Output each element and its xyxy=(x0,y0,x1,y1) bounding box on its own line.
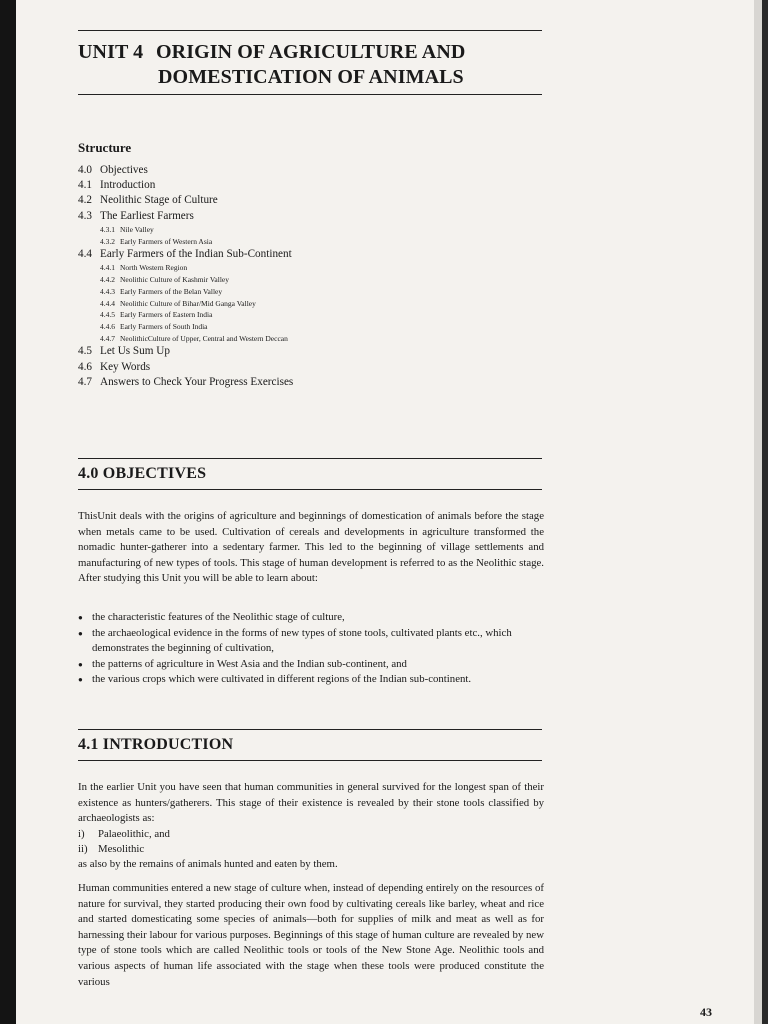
structure-item-label: Neolithic Culture of Kashmir Valley xyxy=(120,275,230,285)
structure-item-label: Early Farmers of South India xyxy=(120,321,208,331)
objective-bullet: ● the various crops which were cultivated in different regions of the Indian sub-continent. xyxy=(78,672,544,688)
structure-item xyxy=(78,262,548,274)
structure-item xyxy=(78,344,548,359)
structure-item-number: 4.5 xyxy=(78,345,92,358)
structure-item-number: 4.3.1 xyxy=(100,224,115,234)
objectives-top-rule xyxy=(78,458,542,459)
page-number: 43 xyxy=(700,1005,712,1019)
structure-item xyxy=(78,333,548,345)
objective-bullet: ● the characteristic features of the Neolithic stage of culture, xyxy=(78,610,544,626)
structure-item-number: 4.2 xyxy=(78,194,92,207)
introduction-para2 xyxy=(78,881,544,990)
structure-item xyxy=(78,193,548,208)
structure-list xyxy=(78,163,548,390)
introduction-para1-text: In the earlier Unit you have seen that human communities in general survived for the longest span of their existence as hunters/gatherers. This stage of their existence is revealed by their stone tools classified by archaeologists as: xyxy=(78,781,544,825)
structure-item xyxy=(78,375,548,390)
objective-bullet: ● the patterns of agriculture in West Asia and the Indian sub-continent, and xyxy=(78,657,544,673)
structure-item-label: Early Farmers of the Indian Sub-Continent xyxy=(100,248,292,261)
objectives-bullets xyxy=(78,610,544,688)
structure-item xyxy=(78,163,548,178)
structure-item-number: 4.3 xyxy=(78,209,92,222)
unit-title-line2: DOMESTICATION OF ANIMALS xyxy=(158,66,464,88)
introduction-para1 xyxy=(78,780,544,872)
structure-item-number: 4.0 xyxy=(78,164,92,176)
structure-item-label: Key Words xyxy=(100,360,151,373)
structure-item xyxy=(78,286,548,298)
scan-binding-edge xyxy=(0,0,16,1024)
structure-item-number: 4.6 xyxy=(78,360,92,373)
structure-item-label: Neolithic Stage of Culture xyxy=(100,194,218,207)
introduction-heading: 4.1 INTRODUCTION xyxy=(78,736,234,753)
introduction-top-rule xyxy=(78,729,542,730)
introduction-bottom-rule xyxy=(78,760,542,761)
structure-item xyxy=(78,236,548,248)
objective-bullet: ● the archaeological evidence in the forms of new types of stone tools, cultivated plants etc., which demonstrates the beginning of cultivation, xyxy=(78,626,544,657)
objectives-intro xyxy=(78,509,544,587)
structure-item-number: 4.4.3 xyxy=(100,286,115,296)
structure-item-number: 4.4.7 xyxy=(100,333,115,343)
structure-item-number: 4.4.6 xyxy=(100,321,115,331)
structure-item-number: 4.3.2 xyxy=(100,236,115,246)
structure-item-label: Answers to Check Your Progress Exercises xyxy=(100,375,294,388)
structure-item xyxy=(78,360,548,375)
structure-item-label: North Western Region xyxy=(120,263,188,273)
structure-heading: Structure xyxy=(78,140,132,155)
structure-item xyxy=(78,321,548,333)
structure-item-number: 4.7 xyxy=(78,375,92,388)
top-rule xyxy=(78,30,542,31)
unit-title-line1: ORIGIN OF AGRICULTURE AND xyxy=(156,41,466,63)
structure-item-label: Neolithic Culture of Bihar/Mid Ganga Valley xyxy=(120,298,256,308)
stone-age-item-label: Palaeolithic, and xyxy=(98,827,170,840)
structure-item xyxy=(78,224,548,236)
structure-item-label: Early Farmers of the Belan Valley xyxy=(120,286,223,296)
structure-item-label: Objectives xyxy=(100,164,148,176)
objectives-heading: 4.0 OBJECTIVES xyxy=(78,465,207,482)
unit-title xyxy=(78,40,548,90)
structure-item-label: Nile Valley xyxy=(120,224,154,234)
structure-item-number: 4.4.4 xyxy=(100,298,115,308)
structure-item xyxy=(78,298,548,310)
structure-item-label: Early Farmers of Eastern India xyxy=(120,310,213,320)
structure-item-number: 4.4.5 xyxy=(100,310,115,320)
structure-item xyxy=(78,209,548,224)
stone-age-item-number: i) xyxy=(78,827,85,840)
stone-age-list xyxy=(78,827,544,857)
structure-item-label: Early Farmers of Western Asia xyxy=(120,236,213,246)
stone-age-item xyxy=(78,827,544,842)
stone-age-item-label: Mesolithic xyxy=(98,842,145,855)
objectives-bottom-rule xyxy=(78,489,542,490)
structure-item-label: NeolithicCulture of Upper, Central and Western Deccan xyxy=(120,333,288,343)
unit-label: UNIT 4 xyxy=(78,41,144,63)
structure-item-label: Let Us Sum Up xyxy=(100,345,170,358)
structure-item-number: 4.4.1 xyxy=(100,263,115,273)
structure-item-number: 4.1 xyxy=(78,179,92,192)
introduction-para2-text: Human communities entered a new stage of culture when, instead of depending entirely on the resources of nature for survival, they started producing their own food by cultivating cereals like barley, wheat and rice and started domesticating some species of animals—both for supplies of milk and meat as well as for harnessing their labour for various purposes. Beginnings of this stage of human culture are revealed by new type of stone tools which are called Neolithic tools or tools of the New Stone Age. Neolithic tools and various aspects of human life associated with the stage when these tools were produced constitute the various xyxy=(78,882,544,988)
structure-item-number: 4.4 xyxy=(78,248,92,261)
scan-right-edge-dark xyxy=(762,0,768,1024)
structure-item-number: 4.4.2 xyxy=(100,275,115,285)
stone-age-item-number: ii) xyxy=(78,842,88,855)
structure-item xyxy=(78,309,548,321)
introduction-para1-end: as also by the remains of animals hunted and eaten by them. xyxy=(78,857,338,870)
structure-item-label: Introduction xyxy=(100,179,156,192)
stone-age-item xyxy=(78,842,544,857)
structure-item xyxy=(78,178,548,193)
structure-item xyxy=(78,274,548,286)
structure-item-label: The Earliest Farmers xyxy=(100,209,194,222)
title-bottom-rule xyxy=(78,94,542,95)
structure-item xyxy=(78,247,548,262)
objectives-intro-text: ThisUnit deals with the origins of agriculture and beginnings of domestication of animals before the stage when metals came to be used. Cultivation of cereals and developments in agriculture transformed the nomadic hunter-gatherer into a sedentary farmer. This led to the beginning of village settlements and manufacturing of new types of tools. This stage of human development is referred to as the Neolithic stage. After studying this Unit you will be able to learn about: xyxy=(78,510,544,585)
